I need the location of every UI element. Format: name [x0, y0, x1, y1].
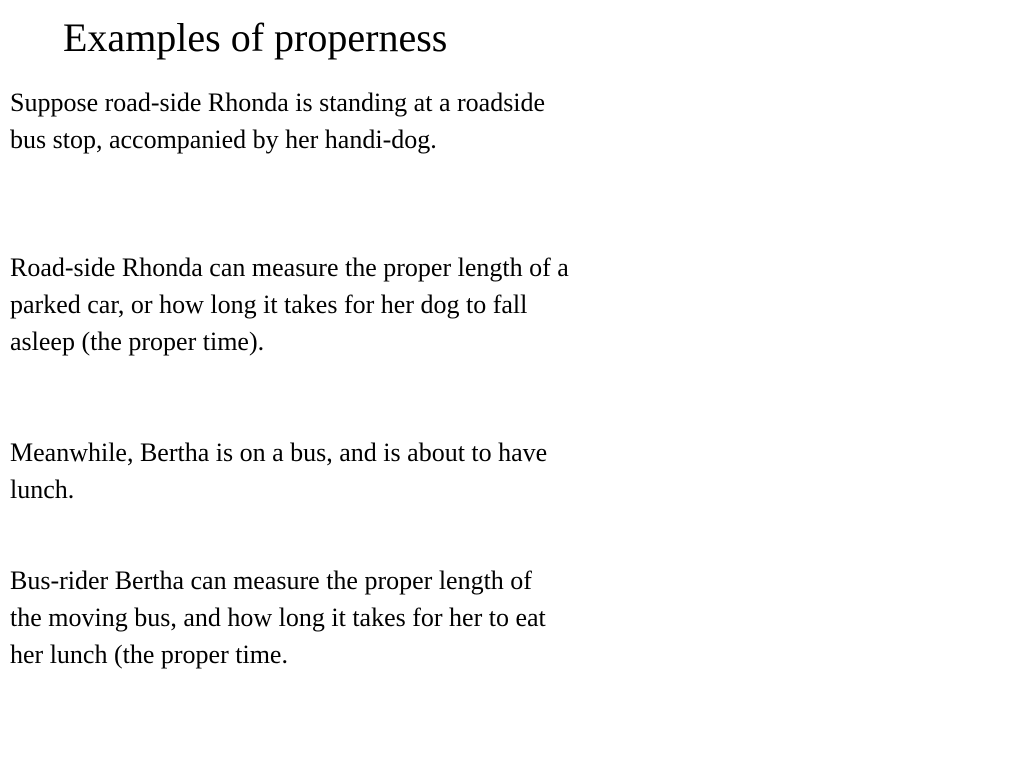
paragraph-rhonda-intro: Suppose road-side Rhonda is standing at a roadside bus stop, accompanied by her handi-dog. [10, 88, 546, 154]
slide-title: Examples of properness [63, 15, 448, 60]
paragraph-rhonda-measure: Road-side Rhonda can measure the proper length of a parked car, or how long it takes for her dog to fall asleep (the proper time). [10, 253, 569, 356]
paragraph-bertha-measure: Bus-rider Bertha can measure the proper length of the moving bus, and how long it takes for her to eat her lunch (the proper time. [10, 566, 546, 669]
paragraph-bertha-intro: Meanwhile, Bertha is on a bus, and is about to have lunch. [10, 438, 548, 504]
